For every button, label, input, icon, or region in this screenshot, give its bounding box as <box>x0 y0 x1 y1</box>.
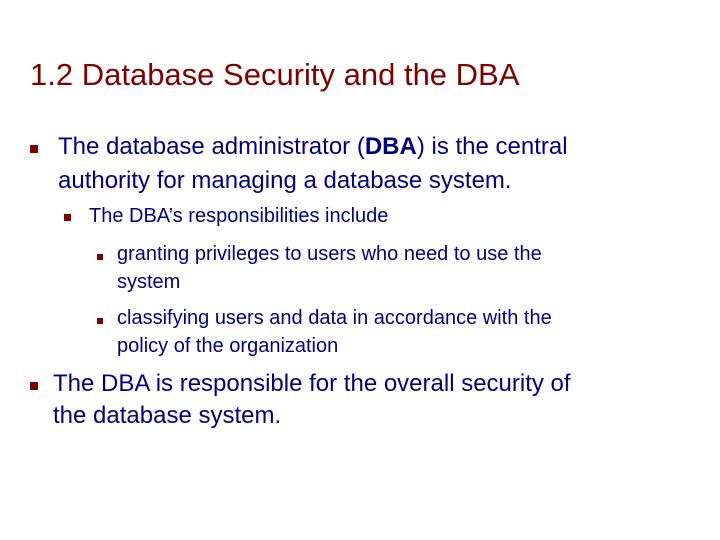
bullet-marker <box>30 145 38 153</box>
sub-sub-bullet-text-line2: policy of the organization <box>117 335 339 357</box>
bullet-text-part: is the central <box>424 133 568 160</box>
bullet-text-part: The database administrator <box>58 133 357 160</box>
bullet-text-line2: the database system. <box>53 402 282 429</box>
paren-close: ) <box>416 133 425 160</box>
sub-sub-bullet-text-line2: system <box>117 271 181 293</box>
sub-bullet-marker <box>64 214 71 221</box>
sub-sub-bullet-text: granting privileges to users who need to use the <box>117 243 542 265</box>
sub-bullet-text: The DBA’s responsibilities include <box>89 205 389 227</box>
dba-abbreviation: DBA <box>364 133 417 160</box>
paren-open: ( <box>356 133 365 160</box>
bullet-text <box>58 133 568 162</box>
sub-sub-bullet-text: classifying users and data in accordance with the <box>117 307 552 329</box>
sub-sub-bullet-marker <box>97 254 103 260</box>
bullet-text-line2: authority for managing a database system. <box>58 167 512 194</box>
bullet-marker <box>30 382 38 390</box>
bullet-text: The DBA is responsible for the overall security of <box>53 370 571 397</box>
sub-sub-bullet-marker <box>97 318 103 324</box>
slide-title: 1.2 Database Security and the DBA <box>30 57 520 92</box>
